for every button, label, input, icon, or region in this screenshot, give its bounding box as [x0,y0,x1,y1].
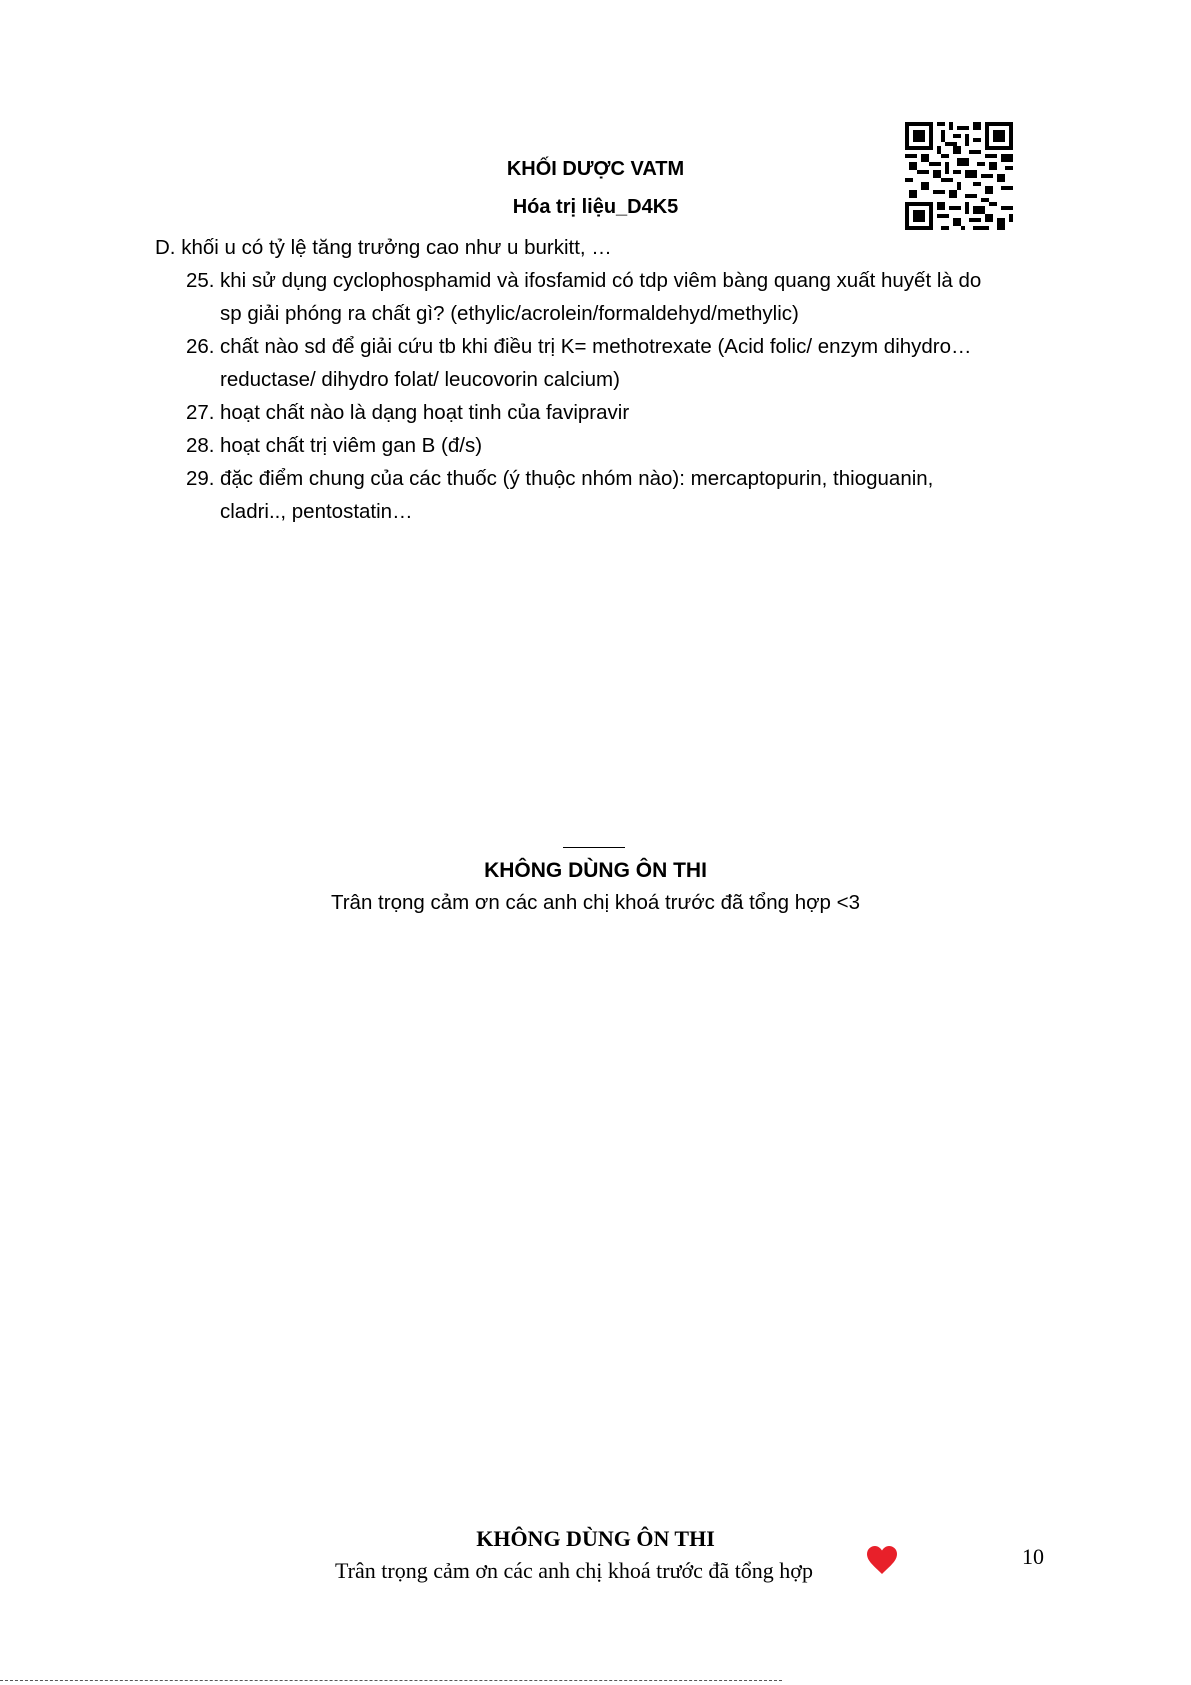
list-item [0,429,1191,462]
heart-icon [866,1545,898,1575]
item-text: đặc điểm chung của các thuốc (ý thuộc nhóm nào): mercaptopurin, thioguanin, [220,467,934,490]
item-number: 25. [186,269,215,292]
page-number: 10 [1022,1544,1044,1569]
item-text-continued: cladri.., pentostatin… [220,500,413,523]
list-item [0,330,1191,396]
item-number: 27. [186,401,215,424]
document-subtitle: Hóa trị liệu_D4K5 [512,196,679,218]
list-item [0,462,1191,528]
item-text: khi sử dụng cyclophosphamid và ifosfamid có tdp viêm bàng quang xuất huyết là do [220,269,982,292]
footer-subtitle: Trân trọng cảm ơn các anh chị khoá trước đã tổng hợp [335,1558,813,1583]
footer-title: KHÔNG DÙNG ÔN THI [476,1526,715,1551]
footer-divider [0,1680,782,1681]
divider [563,847,625,848]
item-text: hoạt chất trị viêm gan B (đ/s) [220,434,483,457]
item-number: 28. [186,434,215,457]
list-item [0,396,1191,429]
item-number: 26. [186,335,215,358]
item-text-continued: sp giải phóng ra chất gì? (ethylic/acrolein/formaldehyd/methylic) [220,302,799,325]
list-item [0,264,1191,330]
item-text-continued: reductase/ dihydro folat/ leucovorin calcium) [220,368,620,391]
document-title: KHỐI DƯỢC VATM [506,158,685,180]
qr-code-icon [905,122,1013,230]
notice-title: KHÔNG DÙNG ÔN THI [484,859,707,882]
notice-subtitle: Trân trọng cảm ơn các anh chị khoá trước đã tổng hợp <3 [330,891,861,914]
intro-line: D. khối u có tỷ lệ tăng trưởng cao như u burkitt, … [155,236,612,259]
item-text: hoạt chất nào là dạng hoạt tinh của favipravir [220,401,630,424]
item-text: chất nào sd để giải cứu tb khi điều trị K= methotrexate (Acid folic/ enzym dihydro… [220,335,972,358]
item-number: 29. [186,467,215,490]
